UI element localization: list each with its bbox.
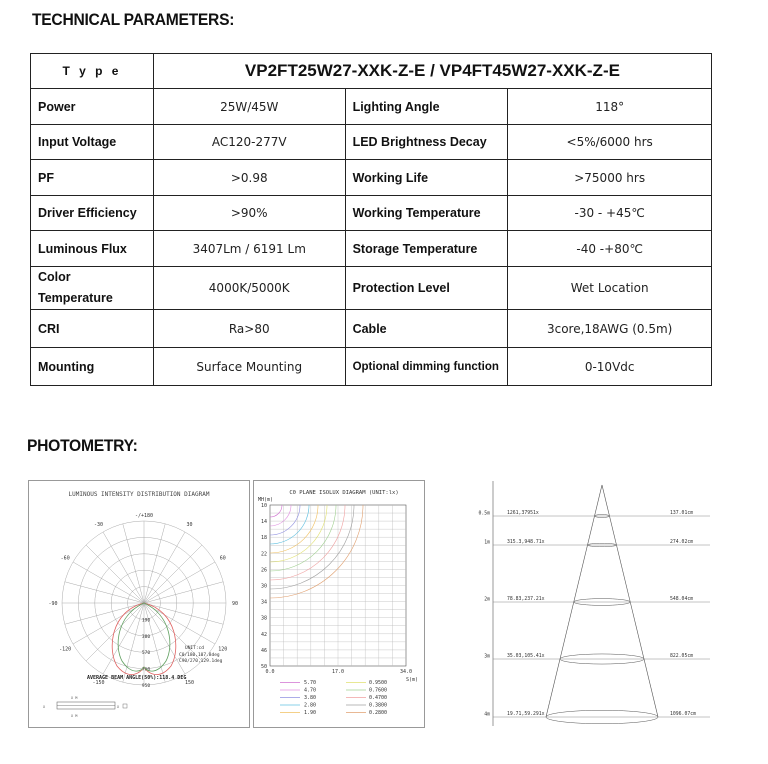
row-label: LED Brightness Decay: [345, 125, 508, 160]
fixture-dimension-drawing: [43, 696, 127, 718]
isolux-curves: [270, 505, 363, 598]
polar-angle-label: -/+180: [134, 513, 154, 519]
table-row: [31, 196, 712, 231]
cone-height: 3m: [484, 654, 490, 660]
table-row: [31, 267, 712, 310]
isolux-y-tick: 14: [260, 519, 267, 526]
cone-diameter: 274.02cm: [670, 540, 694, 545]
row-value: 0-10Vdc: [508, 348, 712, 386]
dimension-label: X M: [71, 714, 78, 718]
cone-diameter: 1096.07cm: [670, 712, 696, 717]
row-value: Wet Location: [508, 267, 712, 310]
row-label: Power: [31, 89, 154, 125]
isolux-x-tick: 0.0: [265, 669, 275, 675]
row-label: PF: [31, 160, 154, 196]
table-row: [31, 310, 712, 348]
row-label: Working Temperature: [345, 196, 508, 231]
cone-illuminance: 78.83,237.21x: [507, 597, 545, 602]
polar-ring-label: 380: [141, 634, 151, 640]
isolux-curve: [270, 505, 291, 526]
polar-c0-label: C0/180,107.8deg: [179, 653, 220, 658]
isolux-title: C0 PLANE ISOLUX DIAGRAM (UNIT:lx): [289, 490, 399, 496]
photometry-heading: PHOTOMETRY:: [27, 436, 138, 455]
row-label: Storage Temperature: [345, 231, 508, 267]
legend-label: 1.90: [304, 710, 317, 716]
isolux-y-tick: 46: [260, 647, 267, 654]
cone-diameter: 137.01cm: [670, 511, 694, 516]
row-label: Optional dimming function: [345, 348, 508, 386]
isolux-y-tick: 38: [260, 615, 267, 622]
cone-illuminance: 19.71,59.291x: [507, 712, 545, 717]
cone-height: 2m: [484, 597, 490, 603]
isolux-y-tick: 10: [260, 503, 267, 509]
cone-diameter: 548.04cm: [670, 597, 694, 602]
row-value: >90%: [153, 196, 345, 231]
row-label: Protection Level: [345, 267, 508, 310]
cone-rows: [478, 510, 710, 724]
table-row: [31, 231, 712, 267]
type-label: T y p e: [31, 54, 154, 89]
row-value: AC120-277V: [153, 125, 345, 160]
cone-right-edge: [602, 485, 658, 717]
row-value: -40 -+80℃: [508, 231, 712, 267]
polar-diagram: [29, 481, 249, 727]
row-value: 4000K/5000K: [153, 267, 345, 310]
legend-label: 0.3800: [369, 702, 388, 709]
polar-diagram-panel: [28, 480, 250, 728]
isolux-y-tick: 26: [260, 567, 267, 574]
type-row: [31, 54, 712, 89]
polar-angle-label: -90: [48, 601, 58, 607]
row-value: 3core,18AWG (0.5m): [508, 310, 712, 348]
polar-angle-label: 90: [231, 601, 239, 607]
legend-label: 2.80: [304, 702, 317, 709]
technical-parameters-heading: TECHNICAL PARAMETERS:: [32, 10, 235, 29]
isolux-x-unit: S(m): [406, 677, 419, 683]
polar-c90-label: C90/270,129.1deg: [179, 659, 223, 664]
table-row: [31, 160, 712, 196]
row-value: Ra>80: [153, 310, 345, 348]
isolux-legend: [280, 680, 387, 716]
cone-illuminance: 1261,37951x: [507, 511, 539, 516]
beam-angle: AVERAGE BEAM ANGLE(50%):118.4 DEG: [87, 675, 187, 681]
row-label-line: Color: [38, 270, 71, 284]
dimension-label: X: [43, 705, 46, 709]
polar-ring-label: 950: [141, 684, 151, 689]
cone-left-edge: [546, 485, 602, 717]
polar-angle-label: -30: [93, 522, 104, 529]
legend-label: 0.7600: [369, 687, 388, 694]
polar-unit: UNIT:cd: [185, 646, 204, 651]
polar-angle-label: 60: [219, 555, 226, 562]
row-value: >75000 hrs: [508, 160, 712, 196]
row-label-line: Temperature: [38, 291, 113, 305]
legend-label: 0.9500: [369, 680, 388, 686]
isolux-x-ticks: [265, 669, 412, 675]
isolux-grid: [270, 505, 406, 666]
row-label: [31, 267, 154, 310]
model-number: VP2FT25W27-XXK-Z-E / VP4FT45W27-XXK-Z-E: [153, 54, 711, 89]
polar-title: LUMINOUS INTENSITY DISTRIBUTION DIAGRAM: [68, 491, 210, 498]
cone-height: 0.5m: [478, 511, 490, 517]
cone-height: 4m: [484, 712, 490, 718]
polar-angle-label: 120: [218, 646, 228, 653]
isolux-y-ticks: [261, 503, 267, 670]
legend-label: 0.2800: [369, 710, 388, 716]
isolux-y-unit: MH(m): [258, 497, 274, 503]
legend-label: 0.4700: [369, 695, 388, 701]
isolux-y-tick: 50: [260, 664, 267, 670]
polar-angle-label: -120: [59, 646, 72, 653]
polar-angle-label: 30: [186, 522, 193, 529]
row-value: 25W/45W: [153, 89, 345, 125]
polar-ring-label: 190: [141, 618, 151, 624]
row-value: <5%/6000 hrs: [508, 125, 712, 160]
isolux-diagram: [254, 481, 424, 727]
row-value: -30 - +45℃: [508, 196, 712, 231]
isolux-y-tick: 22: [260, 551, 267, 558]
row-label: Mounting: [31, 348, 154, 386]
polar-angle-label: 150: [184, 679, 195, 686]
parameters-table: [30, 53, 712, 386]
cone-illuminance: 35.03,105.41x: [507, 654, 545, 659]
row-label: Luminous Flux: [31, 231, 154, 267]
row-value: Surface Mounting: [153, 348, 345, 386]
isolux-y-tick: 42: [260, 631, 267, 638]
isolux-y-tick: 30: [260, 583, 267, 590]
isolux-y-tick: 34: [260, 599, 267, 606]
polar-ring-label: 760: [141, 667, 151, 673]
beam-cone-diagram: [470, 481, 710, 726]
isolux-x-tick: 34.0: [399, 669, 413, 675]
row-value: 118°: [508, 89, 712, 125]
row-label: Working Life: [345, 160, 508, 196]
cone-diameter: 822.05cm: [670, 654, 694, 659]
dimension-label: X M: [71, 696, 78, 700]
isolux-x-tick: 17.0: [331, 669, 345, 675]
legend-label: 4.70: [304, 687, 317, 694]
row-value: 3407Lm / 6191 Lm: [153, 231, 345, 267]
table-row: [31, 89, 712, 125]
polar-angle-label: -150: [92, 679, 105, 686]
polar-ring-label: 570: [141, 651, 151, 657]
isolux-curve: [270, 505, 354, 589]
row-label: CRI: [31, 310, 154, 348]
row-label: Lighting Angle: [345, 89, 508, 125]
table-row: [31, 348, 712, 386]
polar-angle-label: -60: [60, 555, 70, 562]
row-label: Input Voltage: [31, 125, 154, 160]
row-label: Cable: [345, 310, 508, 348]
row-value: >0.98: [153, 160, 345, 196]
legend-label: 5.70: [304, 680, 317, 686]
cone-illuminance: 315.3,948.71x: [507, 540, 545, 545]
table-row: [31, 125, 712, 160]
isolux-curve: [270, 505, 309, 544]
fixture-end-view: [123, 704, 127, 708]
isolux-diagram-panel: [253, 480, 425, 728]
isolux-y-tick: 18: [260, 535, 267, 542]
isolux-curve: [270, 505, 282, 517]
beam-cone-panel: [470, 481, 710, 726]
cone-height: 1m: [484, 540, 490, 546]
legend-label: 3.80: [304, 695, 317, 701]
dimension-label: X: [117, 705, 120, 709]
row-label: Driver Efficiency: [31, 196, 154, 231]
